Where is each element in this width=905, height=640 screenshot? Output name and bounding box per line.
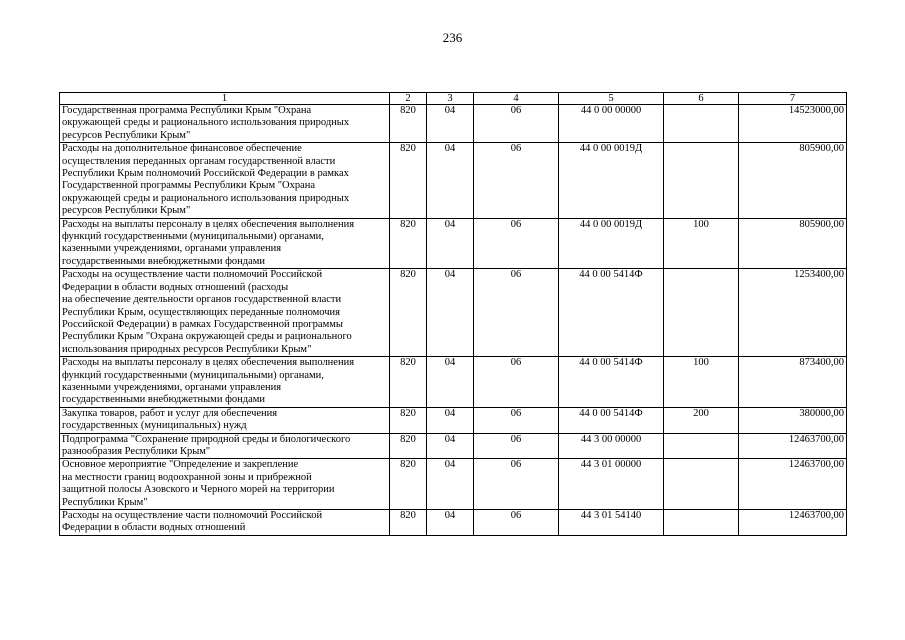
expense-type-cell: 100 <box>664 218 739 269</box>
target-article-cell: 44 0 00 5414Ф <box>559 269 664 357</box>
amount-cell: 14523000,00 <box>739 105 847 143</box>
description-cell: Закупка товаров, работ и услуг для обеспечения государственных (муниципальных) нужд <box>60 407 390 433</box>
expense-type-cell: 100 <box>664 357 739 408</box>
expense-type-cell <box>664 459 739 510</box>
table-row <box>60 433 847 459</box>
header-row <box>60 93 847 105</box>
budget-table <box>59 92 847 536</box>
expense-type-cell <box>664 269 739 357</box>
table-row <box>60 459 847 510</box>
target-article-cell: 44 3 01 54140 <box>559 510 664 536</box>
expense-type-cell <box>664 510 739 536</box>
section-cell: 04 <box>427 143 474 218</box>
description-cell: Расходы на осуществление части полномочий Российской Федерации в области водных отношений <box>60 510 390 536</box>
section-cell: 04 <box>427 357 474 408</box>
description-cell: Основное мероприятие "Определение и закрепление на местности границ водоохранной зоны и прибрежной защитной полосы Азовского и Черного морей на территории Республики Крым" <box>60 459 390 510</box>
grbs-cell: 820 <box>390 459 427 510</box>
amount-cell: 1253400,00 <box>739 269 847 357</box>
column-header: 4 <box>474 93 559 105</box>
amount-cell: 12463700,00 <box>739 433 847 459</box>
section-cell: 04 <box>427 510 474 536</box>
subsection-cell: 06 <box>474 105 559 143</box>
grbs-cell: 820 <box>390 105 427 143</box>
section-cell: 04 <box>427 218 474 269</box>
column-header: 5 <box>559 93 664 105</box>
description-cell: Расходы на дополнительное финансовое обеспечение осуществления переданных органам государственной власти Республики Крым полномочий Российской Федерации в рамках Государственной программы Республики Крым "Охрана окружающей среды и рационального использования природных ресурсов Республики Крым" <box>60 143 390 218</box>
column-header: 1 <box>60 93 390 105</box>
amount-cell: 805900,00 <box>739 143 847 218</box>
page-number: 236 <box>442 30 463 45</box>
description-cell: Расходы на выплаты персоналу в целях обеспечения выполнения функций государственными (муниципальными) органами, казенными учреждениями, органами управления государственными внебюджетными фондами <box>60 218 390 269</box>
table-body <box>60 105 847 536</box>
description-cell: Государственная программа Республики Крым "Охрана окружающей среды и рационального использования природных ресурсов Республики Крым" <box>60 105 390 143</box>
column-header: 7 <box>739 93 847 105</box>
target-article-cell: 44 0 00 0019Д <box>559 218 664 269</box>
subsection-cell: 06 <box>474 357 559 408</box>
subsection-cell: 06 <box>474 433 559 459</box>
grbs-cell: 820 <box>390 433 427 459</box>
amount-cell: 380000,00 <box>739 407 847 433</box>
grbs-cell: 820 <box>390 407 427 433</box>
amount-cell: 12463700,00 <box>739 510 847 536</box>
amount-cell: 12463700,00 <box>739 459 847 510</box>
subsection-cell: 06 <box>474 459 559 510</box>
expense-type-cell <box>664 433 739 459</box>
section-cell: 04 <box>427 433 474 459</box>
table-row <box>60 269 847 357</box>
subsection-cell: 06 <box>474 407 559 433</box>
target-article-cell: 44 0 00 5414Ф <box>559 407 664 433</box>
table-row <box>60 218 847 269</box>
target-article-cell: 44 0 00 5414Ф <box>559 357 664 408</box>
amount-cell: 805900,00 <box>739 218 847 269</box>
subsection-cell: 06 <box>474 143 559 218</box>
table-row <box>60 105 847 143</box>
description-cell: Расходы на выплаты персоналу в целях обеспечения выполнения функций государственными (муниципальными) органами, казенными учреждениями, органами управления государственными внебюджетными фондами <box>60 357 390 408</box>
grbs-cell: 820 <box>390 510 427 536</box>
subsection-cell: 06 <box>474 218 559 269</box>
expense-type-cell: 200 <box>664 407 739 433</box>
grbs-cell: 820 <box>390 357 427 408</box>
expense-type-cell <box>664 105 739 143</box>
target-article-cell: 44 3 01 00000 <box>559 459 664 510</box>
target-article-cell: 44 3 00 00000 <box>559 433 664 459</box>
section-cell: 04 <box>427 459 474 510</box>
grbs-cell: 820 <box>390 218 427 269</box>
description-cell: Расходы на осуществление части полномочий Российской Федерации в области водных отношений (расходы на обеспечение деятельности органов государственной власти Республики Крым, осуществляющих переданные полномочия Российской Федерации) в рамках Государственной программы Республики Крым "Охрана окружающей среды и рационального использования природных ресурсов Республики Крым" <box>60 269 390 357</box>
column-header: 6 <box>664 93 739 105</box>
table-row <box>60 510 847 536</box>
expense-type-cell <box>664 143 739 218</box>
section-cell: 04 <box>427 407 474 433</box>
column-header: 3 <box>427 93 474 105</box>
grbs-cell: 820 <box>390 269 427 357</box>
description-cell: Подпрограмма "Сохранение природной среды и биологического разнообразия Республики Крым" <box>60 433 390 459</box>
section-cell: 04 <box>427 105 474 143</box>
target-article-cell: 44 0 00 0019Д <box>559 143 664 218</box>
table-row <box>60 143 847 218</box>
section-cell: 04 <box>427 269 474 357</box>
grbs-cell: 820 <box>390 143 427 218</box>
subsection-cell: 06 <box>474 510 559 536</box>
subsection-cell: 06 <box>474 269 559 357</box>
column-header: 2 <box>390 93 427 105</box>
target-article-cell: 44 0 00 00000 <box>559 105 664 143</box>
amount-cell: 873400,00 <box>739 357 847 408</box>
table-row <box>60 357 847 408</box>
table-row <box>60 407 847 433</box>
